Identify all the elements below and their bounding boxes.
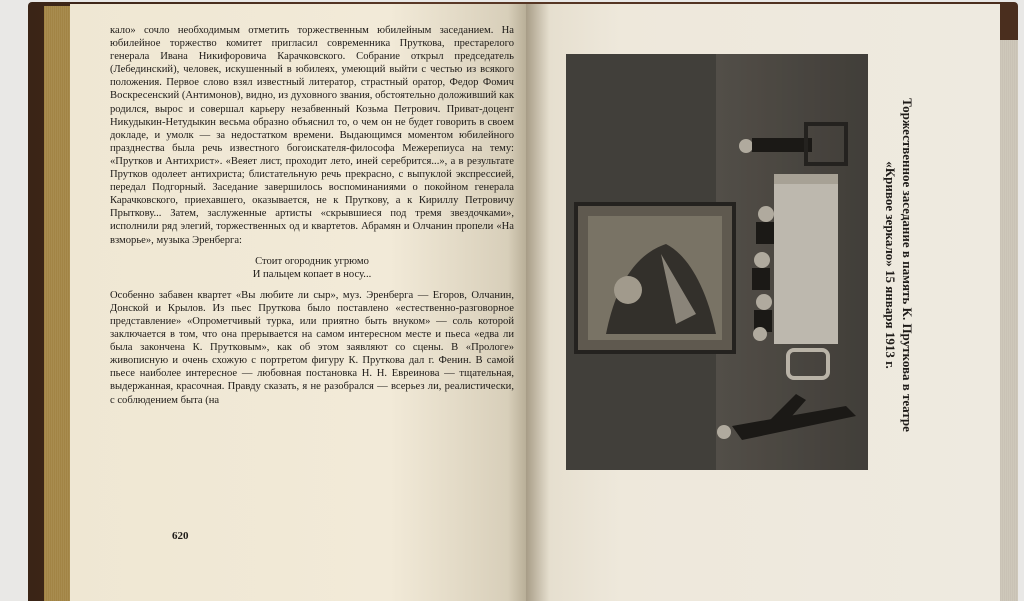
page-edges [1000,40,1018,601]
photo-plate [566,54,868,470]
caption-line-1: Торжественное заседание в память К. Пруткова в театре [900,98,915,432]
paragraph-2: Особенно забавен квартет «Вы любите ли сыр», муз. Эренберга — Егоров, Олчанин, Донской и Крылов. Из пьес Пруткова было поставлено «естественно-разговорное представление» «Опрометчивый турка, или приятно быть внуком» — соль которой заключается в том, что она прерывается на самом интересном месте и пьеса «едва ли была закончена К. Прутковым», как об этом заявляют со сцены. В «Прологе» живописную и очень схожую с портретом фигуру К. Пруткова дал г. Фенин. В самой пьесе наиболее интересное — любовная постановка Н. Н. Евреинова — тщательная, выдержанная, красочная. Правду сказать, я не разобрался — всерьез ли, реалистически, с соблюдением быта (на [110,289,514,406]
stage-photo-illustration [566,54,868,470]
page-number: 620 [172,530,189,542]
caption-line-2: «Кривое зеркало» 15 января 1913 г. [883,161,898,369]
paragraph-1: кало» сочло необходимым отметить торжественным юбилейным заседанием. На юбилейное торжество комитет пригласил современника Пруткова, престарелого генерала Ивана Никифоровича Карачковского. Собрание открыл председатель (Лебединский), человек, искушенный в юбилеях, умеющий выйти с честью из всякого положения. Первое слово взял известный литератор, страстный оратор, Федор Фомич Воскресенский (Антимонов), видно, из духовного звания, обстоятельно доложивший как родился, вырос и совершал карьеру незабвенный Козьма Петрович. Приват-доцент Никудыкин-Нетудыкин весьма образно объяснил то, о чем он не будет говорить в своем докладе, и умолк — за недостатком времени. Выдающимся моментом юбилейного празднества была речь известного богоискателя-философа Межерепиуса на тему: «Прутков и Антихрист». «Веяет лист, проходит лето, иней серебрится...», а в результате Прутков одолеет антихриста; блистательную речь прекрасно, с выпуклой экспрессией, передал Подгорный. Заседание завершилось воспоминаниями о покойном генерала Карачковского, приехавшего, оказывается, не к Пруткову, а к Кириллу Петровичу Прыткову... Затем, заслуженные артисты «скрывшиеся под тремя звездочками», исполнили ряд элегий, торжественных од и квартетов. Абрамян и Олчанин пропели «На взморье», музыка Эренберга: [110,25,514,246]
left-page-text [110,24,514,407]
verse-quote [110,255,514,281]
gilded-page-edges [44,6,71,601]
verse-line-1: Стоит огородник угрюмо [255,255,369,267]
verse-line-2: И пальцем копает в носу... [252,268,372,280]
photo-caption [876,70,916,460]
